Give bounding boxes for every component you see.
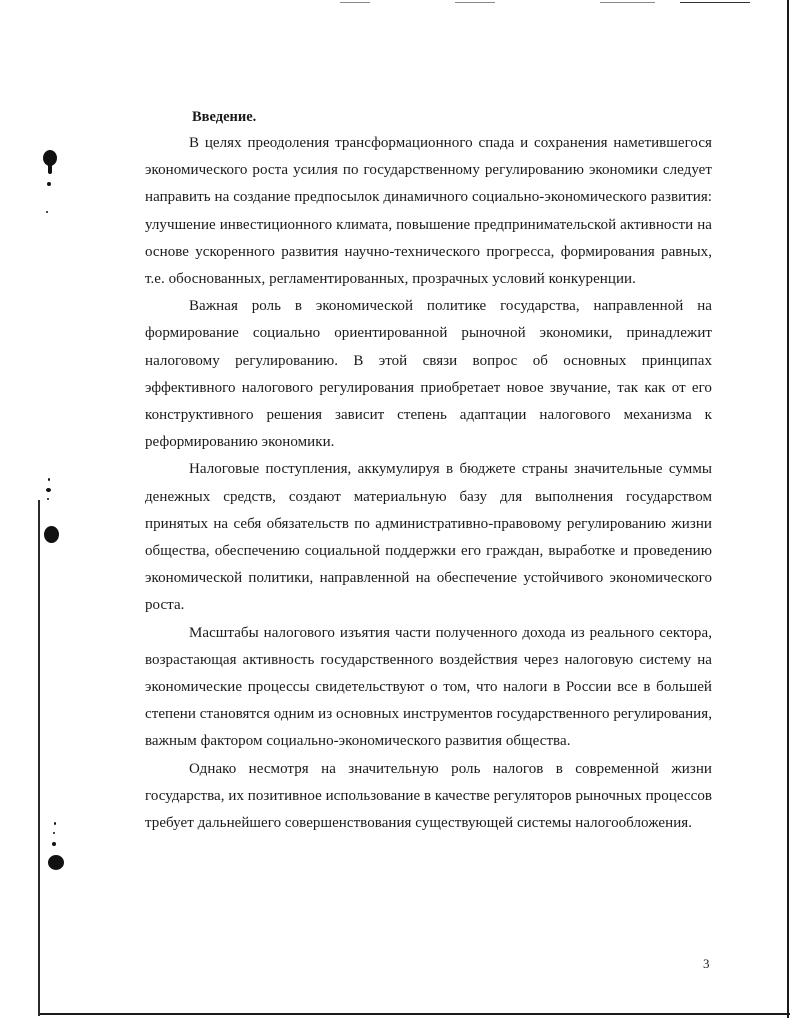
ink-blot	[46, 211, 48, 213]
ink-blot	[48, 855, 64, 870]
paragraph: Важная роль в экономической политике государства, направленной на формирование социально ориентированной рыночной экономики, принадлежит налоговому регулированию. В этой связи вопрос об основных принципах эффективного налогового регулирования приобретает новое звучание, так как от его конструктивного решения зависит степень адаптации налогового механизма к реформированию экономики.	[145, 298, 712, 451]
page-number: 3	[703, 956, 710, 971]
section-heading: Введение.	[192, 109, 257, 125]
paragraph: Однако несмотря на значительную роль налогов в современной жизни государства, их позитивное использование в качестве регуляторов рыночных процессов требует дальнейшего совершенствования существующей системы налогообложения.	[145, 760, 713, 832]
ink-blot	[44, 526, 59, 543]
paragraph: Налоговые поступления, аккумулируя в бюджете страны значительные суммы денежных средств, создают материальную базу для выполнения государством принятых на себя обязательств по административно-правовому регулированию жизни общества, обеспечению социальной поддержки его граждан, выработке и проведению экономической политики, направленной на обеспечение устойчивого экономического роста.	[145, 461, 712, 614]
paragraph: Масштабы налогового изъятия части полученного дохода из реального сектора, возрастающая активность государственного воздействия через налоговую систему на экономические процессы свидетельствуют о том, что налоги в России все в большей степени становятся одним из основных инструментов государственного регулирования, важным фактором социально-экономического развития общества.	[145, 624, 712, 750]
ink-blot	[48, 478, 50, 481]
ink-blot	[54, 822, 56, 825]
scan-edge-left	[38, 500, 40, 1016]
ink-blot	[52, 842, 56, 846]
ink-blot	[46, 488, 51, 492]
ink-blot	[48, 164, 52, 174]
paragraph: В целях преодоления трансформационного спада и сохранения наметившегося экономического роста усилия по государственному регулированию экономики следует направить на создание предпосылок динамичного социально-экономического развития: улучшение инвестиционного климата, повышение предпринимательской активности на основе ускоренного развития научно-технического прогресса, формирования равных, т.е. обоснованных, регламентированных, прозрачных условий конкуренции.	[145, 135, 712, 288]
ink-blot	[47, 182, 51, 186]
scan-mark	[455, 2, 495, 3]
ink-blot	[47, 498, 49, 500]
scan-edge-right	[787, 0, 789, 1018]
scan-mark	[680, 2, 750, 3]
scan-mark	[600, 2, 655, 3]
document-body	[145, 104, 712, 837]
ink-blot	[53, 832, 55, 834]
scan-edge-bottom	[38, 1013, 790, 1015]
scan-mark	[340, 2, 370, 3]
